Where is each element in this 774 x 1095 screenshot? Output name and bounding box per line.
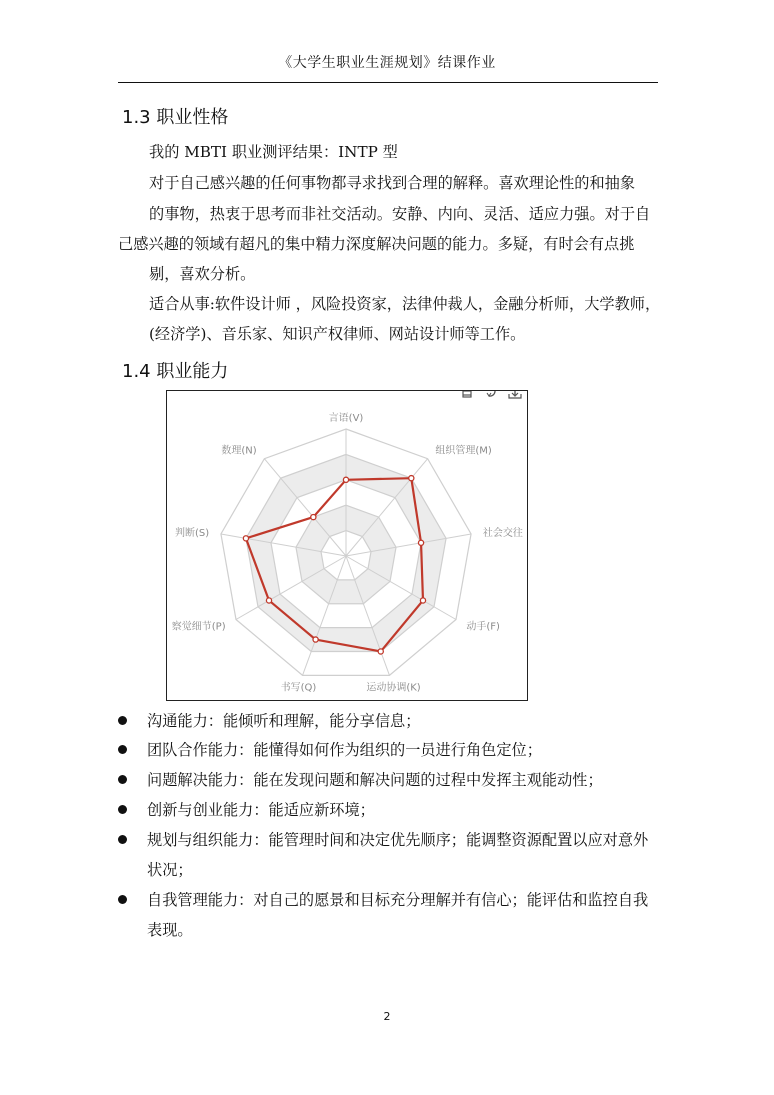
radar-axis-label: 书写(Q) xyxy=(280,682,317,694)
ability-item: 规划与组织能力：能管理时间和决定优先顺序；能调整资源配置以应对意外 xyxy=(147,831,649,849)
bullet-icon xyxy=(118,745,127,754)
suitable-jobs-line: 适合从事:软件设计师 ，风险投资家，法律仲裁人，金融分析师，大学教师， xyxy=(149,295,661,313)
paragraph-line: 剔，喜欢分析。 xyxy=(149,265,256,283)
paragraph-line: 的事物，热衷于思考而非社交活动。安静、内向、灵活、适应力强。对于自 xyxy=(149,205,651,223)
radar-point[interactable] xyxy=(378,649,383,654)
ability-item-continued: 表现。 xyxy=(147,921,193,939)
radar-point[interactable] xyxy=(266,598,271,603)
ability-item: 沟通能力：能倾听和理解，能分享信息； xyxy=(147,712,421,730)
header-rule xyxy=(118,82,658,83)
radar-point[interactable] xyxy=(311,514,316,519)
ability-item-continued: 状况； xyxy=(147,861,193,879)
bullet-icon xyxy=(118,895,127,904)
paragraph-line: 对于自己感兴趣的任何事物都寻求找到合理的解释。喜欢理论性的和抽象 xyxy=(149,174,635,192)
ability-item: 问题解决能力：能在发现问题和解决问题的过程中发挥主观能动性； xyxy=(147,771,603,789)
radar-axis-label: 数理(N) xyxy=(221,445,257,457)
save-image-icon[interactable] xyxy=(463,391,471,397)
ability-item: 自我管理能力：对自己的愿景和目标充分理解并有信心；能评估和监控自我 xyxy=(147,891,649,909)
ability-radar-chart xyxy=(166,390,528,701)
radar-svg xyxy=(167,391,528,701)
bullet-icon xyxy=(118,835,127,844)
radar-axis-label: 组织管理(M) xyxy=(435,445,492,457)
radar-axis-label: 判断(S) xyxy=(174,527,210,539)
radar-point[interactable] xyxy=(313,637,318,642)
page-header-title: 《大学生职业生涯规划》结课作业 xyxy=(278,55,496,71)
section-heading-1-3: 1.3 职业性格 xyxy=(122,107,229,128)
radar-axis-label: 言语(V) xyxy=(328,413,364,424)
radar-axis-label: 动手(F) xyxy=(466,621,500,633)
refresh-icon[interactable] xyxy=(485,391,495,396)
download-icon[interactable] xyxy=(509,391,521,398)
bullet-icon xyxy=(118,775,127,784)
suitable-jobs-line: (经济学)、音乐家、知识产权律师、网站设计师等工作。 xyxy=(149,325,526,343)
page-number: 2 xyxy=(383,1010,391,1023)
radar-axis-label: 察觉细节(P) xyxy=(171,621,226,633)
ability-item: 团队合作能力：能懂得如何作为组织的一员进行角色定位； xyxy=(147,741,542,759)
radar-point[interactable] xyxy=(343,477,348,482)
paragraph-line: 己感兴趣的领域有超凡的集中精力深度解决问题的能力。多疑，有时会有点挑 xyxy=(118,235,635,253)
bullet-icon xyxy=(118,805,127,814)
radar-point[interactable] xyxy=(420,598,425,603)
radar-point[interactable] xyxy=(409,476,414,481)
mbti-result-line: 我的 MBTI 职业测评结果：INTP 型 xyxy=(149,143,398,161)
section-heading-1-4: 1.4 职业能力 xyxy=(122,361,229,382)
ability-item: 创新与创业能力：能适应新环境； xyxy=(147,801,375,819)
radar-point[interactable] xyxy=(418,540,423,545)
bullet-icon xyxy=(118,716,127,725)
radar-axis-label: 运动协调(K) xyxy=(366,682,421,694)
chart-toolbar xyxy=(463,391,521,398)
radar-point[interactable] xyxy=(243,536,248,541)
radar-axis-label: 社会交往 xyxy=(482,527,523,539)
